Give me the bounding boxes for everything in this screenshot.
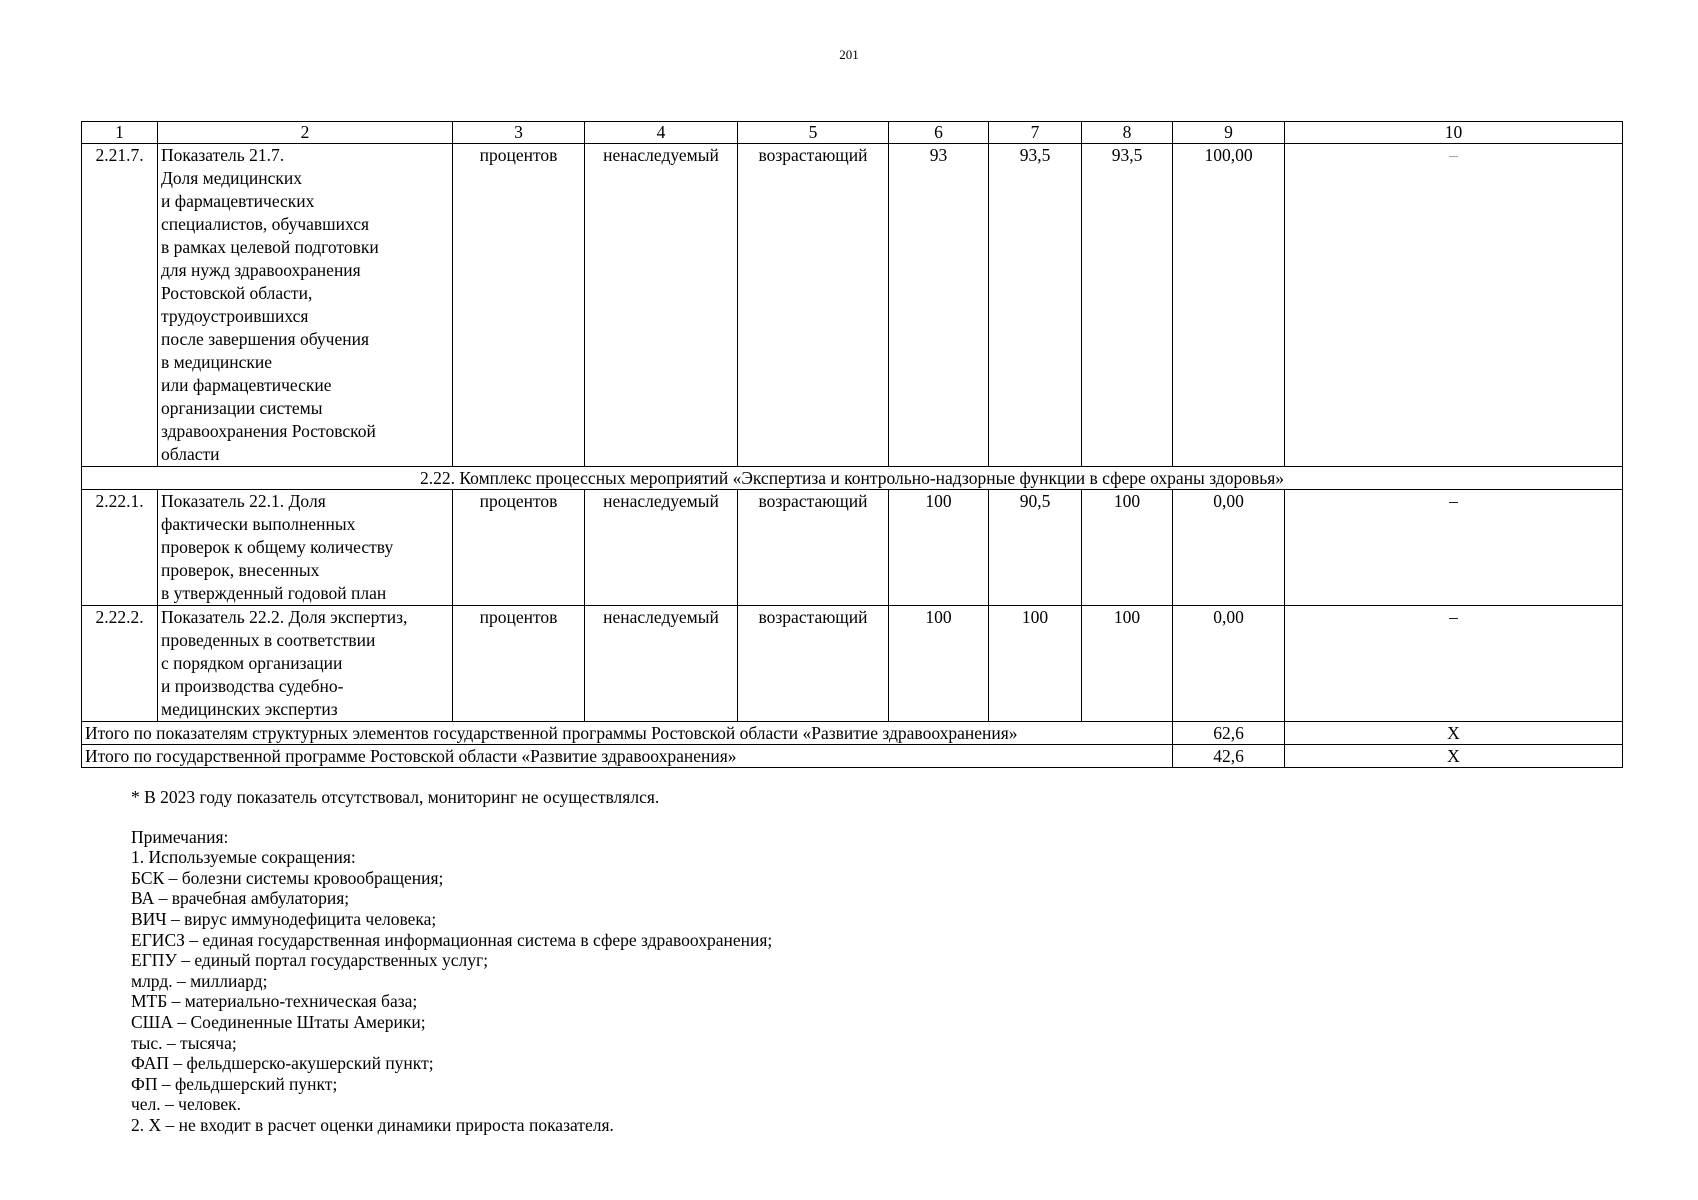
indicator-name-line: Ростовской области,	[161, 283, 313, 303]
total-label: Итого по государственной программе Ростовской области «Развитие здравоохранения»	[82, 745, 1173, 768]
column-number: 2	[158, 122, 453, 144]
indicator-name-line: Доля медицинских	[161, 168, 302, 188]
indicator-name-line: трудоустроившихся	[161, 306, 309, 326]
indicator-name-line: медицинских экспертиз	[161, 699, 338, 719]
indicator-name-line: Показатель 21.7.	[161, 145, 285, 165]
value-col7: 90,5	[989, 490, 1082, 606]
abbreviation-item: МТБ – материально-техническая база;	[131, 991, 418, 1012]
value-col9: 0,00	[1173, 606, 1285, 722]
value-col6: 100	[889, 490, 989, 606]
row-number: 2.22.2.	[82, 606, 158, 722]
type-cell: ненаследуемый	[585, 144, 738, 467]
indicator-name-line: специалистов, обучавшихся	[161, 214, 370, 234]
value-col10: –	[1285, 144, 1623, 467]
value-col8: 93,5	[1082, 144, 1173, 467]
column-number: 6	[889, 122, 989, 144]
abbreviation-item: ВИЧ – вирус иммунодефицита человека;	[131, 908, 437, 929]
notes-title: Примечания:	[131, 826, 229, 847]
type-cell: ненаследуемый	[585, 490, 738, 606]
notes-item2: 2. X – не входит в расчет оценки динамики прироста показателя.	[131, 1114, 614, 1135]
abbreviation-item: ЕГПУ – единый портал государственных услуг;	[131, 950, 489, 971]
section-title: 2.22. Комплекс процессных мероприятий «Экспертиза и контрольно-надзорные функции в сфере охраны здоровья»	[82, 467, 1623, 490]
unit-cell: процентов	[453, 144, 585, 467]
notes-section	[131, 787, 772, 1136]
total-row	[82, 722, 1623, 745]
direction-cell: возрастающий	[738, 490, 889, 606]
row-number: 2.21.7.	[82, 144, 158, 467]
page-number: 201	[839, 47, 859, 62]
indicator-name-line: фактически выполненных	[161, 514, 356, 534]
indicator-name-line: Показатель 22.2. Доля экспертиз,	[161, 607, 408, 627]
column-number: 7	[989, 122, 1082, 144]
value-col7: 93,5	[989, 144, 1082, 467]
total-mark: X	[1285, 722, 1623, 745]
direction-cell: возрастающий	[738, 144, 889, 467]
indicator-name-line: и фармацевтических	[161, 191, 315, 211]
indicator-name-line: Показатель 22.1. Доля	[161, 491, 326, 511]
indicator-name-line: в рамках целевой подготовки	[161, 237, 379, 257]
indicator-name	[158, 490, 453, 606]
value-col10: –	[1285, 606, 1623, 722]
notes-item1-title: 1. Используемые сокращения:	[131, 847, 356, 868]
value-col9: 0,00	[1173, 490, 1285, 606]
column-number: 3	[453, 122, 585, 144]
value-col6: 100	[889, 606, 989, 722]
value-col8: 100	[1082, 490, 1173, 606]
column-number: 10	[1285, 122, 1623, 144]
abbreviation-item: БСК – болезни системы кровообращения;	[131, 867, 444, 888]
value-col7: 100	[989, 606, 1082, 722]
abbreviation-item: млрд. – миллиард;	[131, 970, 268, 991]
column-number: 9	[1173, 122, 1285, 144]
abbreviation-item: ЕГИСЗ – единая государственная информационная система в сфере здравоохранения;	[131, 929, 773, 950]
total-row	[82, 745, 1623, 768]
column-number: 4	[585, 122, 738, 144]
table-row	[82, 144, 1623, 467]
abbreviation-item: США – Соединенные Штаты Америки;	[131, 1011, 426, 1032]
indicator-name-line: для нужд здравоохранения	[161, 260, 361, 280]
abbreviation-item: тыс. – тысяча;	[131, 1032, 237, 1053]
total-value: 42,6	[1173, 745, 1285, 768]
value-col9: 100,00	[1173, 144, 1285, 467]
table-row	[82, 490, 1623, 606]
row-number: 2.22.1.	[82, 490, 158, 606]
total-label: Итого по показателям структурных элементов государственной программы Ростовской области «Развитие здравоохранения»	[82, 722, 1173, 745]
indicator-name	[158, 606, 453, 722]
value-col6: 93	[889, 144, 989, 467]
indicator-name-line: проверок к общему количеству	[161, 537, 394, 557]
indicator-name-line: организации системы	[161, 398, 323, 418]
column-number: 8	[1082, 122, 1173, 144]
abbreviation-item: чел. – человек.	[131, 1094, 242, 1115]
table-row	[82, 606, 1623, 722]
indicator-name-line: здравоохранения Ростовской	[161, 421, 376, 441]
unit-cell: процентов	[453, 490, 585, 606]
total-value: 62,6	[1173, 722, 1285, 745]
section-row	[82, 467, 1623, 490]
value-col10: –	[1285, 490, 1623, 606]
indicator-name-line: области	[161, 444, 220, 464]
indicator-name-line: проведенных в соответствии	[161, 630, 376, 650]
indicator-name-line: с порядком организации	[161, 653, 343, 673]
column-number: 5	[738, 122, 889, 144]
indicator-name-line: в утвержденный годовой план	[161, 583, 387, 603]
indicator-name-line: и производства судебно-	[161, 676, 344, 696]
indicator-name-line: проверок, внесенных	[161, 560, 320, 580]
direction-cell: возрастающий	[738, 606, 889, 722]
value-col8: 100	[1082, 606, 1173, 722]
total-mark: X	[1285, 745, 1623, 768]
column-number: 1	[82, 122, 158, 144]
abbreviation-item: ФП – фельдшерский пункт;	[131, 1073, 338, 1094]
footnote-star: * В 2023 году показатель отсутствовал, мониторинг не осуществлялся.	[131, 787, 660, 807]
abbreviation-item: ВА – врачебная амбулатория;	[131, 888, 350, 909]
indicator-name	[158, 144, 453, 467]
indicator-name-line: в медицинские	[161, 352, 273, 372]
indicator-name-line: после завершения обучения	[161, 329, 370, 349]
abbreviation-item: ФАП – фельдшерско-акушерский пункт;	[131, 1053, 434, 1074]
type-cell: ненаследуемый	[585, 606, 738, 722]
indicator-name-line: или фармацевтические	[161, 375, 332, 395]
column-number-row	[82, 122, 1623, 144]
indicators-table	[81, 121, 1623, 768]
unit-cell: процентов	[453, 606, 585, 722]
